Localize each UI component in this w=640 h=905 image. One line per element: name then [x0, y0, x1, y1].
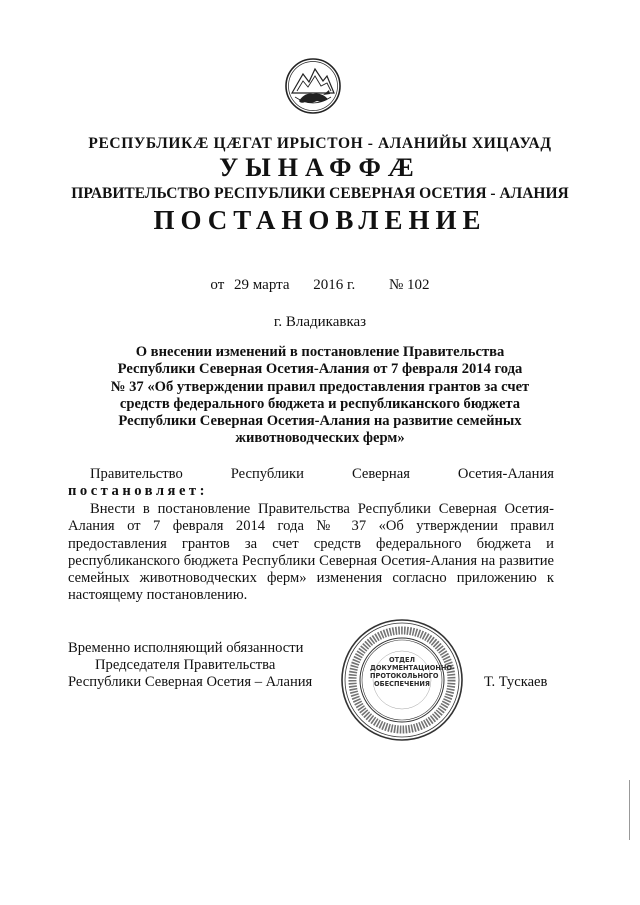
title-line: Республики Северная Осетия-Алания на развитие семейных [118, 413, 522, 430]
date-prefix: от [210, 277, 225, 293]
city-name: г. Владикавказ [273, 314, 367, 330]
date-line [0, 277, 640, 294]
intro-block [68, 466, 554, 501]
main-paragraph: Внести в постановление Правительства Республики Северная Осетия-Алания от 7 февраля 2014 года № 37 «Об утверждении правил предоставления грантов за счет средств федерального бюджета и республиканского бюджета Республики Северная Осетия-Алания на развитие семейных животноводческих ферм» изменения согласно приложению к настоящему постановлению. [68, 501, 554, 604]
intro-word: Осетия-Алания [457, 466, 554, 482]
intro-word: Северная [351, 466, 410, 482]
signature-position-line1: Временно исполняющий обязанности [68, 640, 304, 656]
date-year: 2016 г. [313, 277, 356, 293]
intro-word: Правительство [90, 466, 183, 482]
ossetian-republic-heading: РЕСПУБЛИКӔ ЦӔГАТ ИРЫСТОН - АЛАНИЙЫ ХИЦАУАД [88, 135, 552, 152]
document-number: № 102 [389, 277, 430, 293]
official-stamp [340, 618, 464, 742]
intro-line [68, 466, 554, 483]
title-line: животноводческих ферм» [235, 430, 405, 447]
stamp-inner-text [370, 656, 455, 688]
title-line: средств федерального бюджета и республиканского бюджета [119, 395, 521, 412]
title-line: № 37 «Об утверждении правил предоставления грантов за счет [110, 378, 530, 395]
ossetian-decree-heading: УЫНАФФӔ [219, 153, 421, 182]
signatory-name: Т. Тускаев [484, 674, 548, 690]
title-line: Республики Северная Осетия-Алания от 7 февраля 2014 года [117, 361, 523, 378]
stamp-line: ОТДЕЛ [389, 656, 415, 664]
stamp-line: ДОКУМЕНТАЦИОННО- [370, 664, 455, 672]
decrees-word: постановляет: [68, 483, 208, 500]
intro-word: Республики [230, 466, 304, 482]
signature-position-line3: Республики Северная Осетия – Алания [68, 674, 313, 690]
russian-government-heading: ПРАВИТЕЛЬСТВО РЕСПУБЛИКИ СЕВЕРНАЯ ОСЕТИЯ - АЛАНИЯ [71, 185, 569, 202]
signature-position-line2: Председателя Правительства [95, 657, 276, 673]
date-day-month: 29 марта [234, 277, 290, 293]
scan-edge-mark [629, 780, 630, 840]
stamp-line: ПРОТОКОЛЬНОГО [370, 672, 439, 680]
title-line: О внесении изменений в постановление Правительства [135, 344, 505, 360]
russian-decree-heading: ПОСТАНОВЛЕНИЕ [153, 205, 487, 235]
document-title [86, 344, 554, 448]
coat-of-arms-emblem [283, 57, 343, 115]
stamp-line: ОБЕСПЕЧЕНИЯ [374, 680, 430, 688]
